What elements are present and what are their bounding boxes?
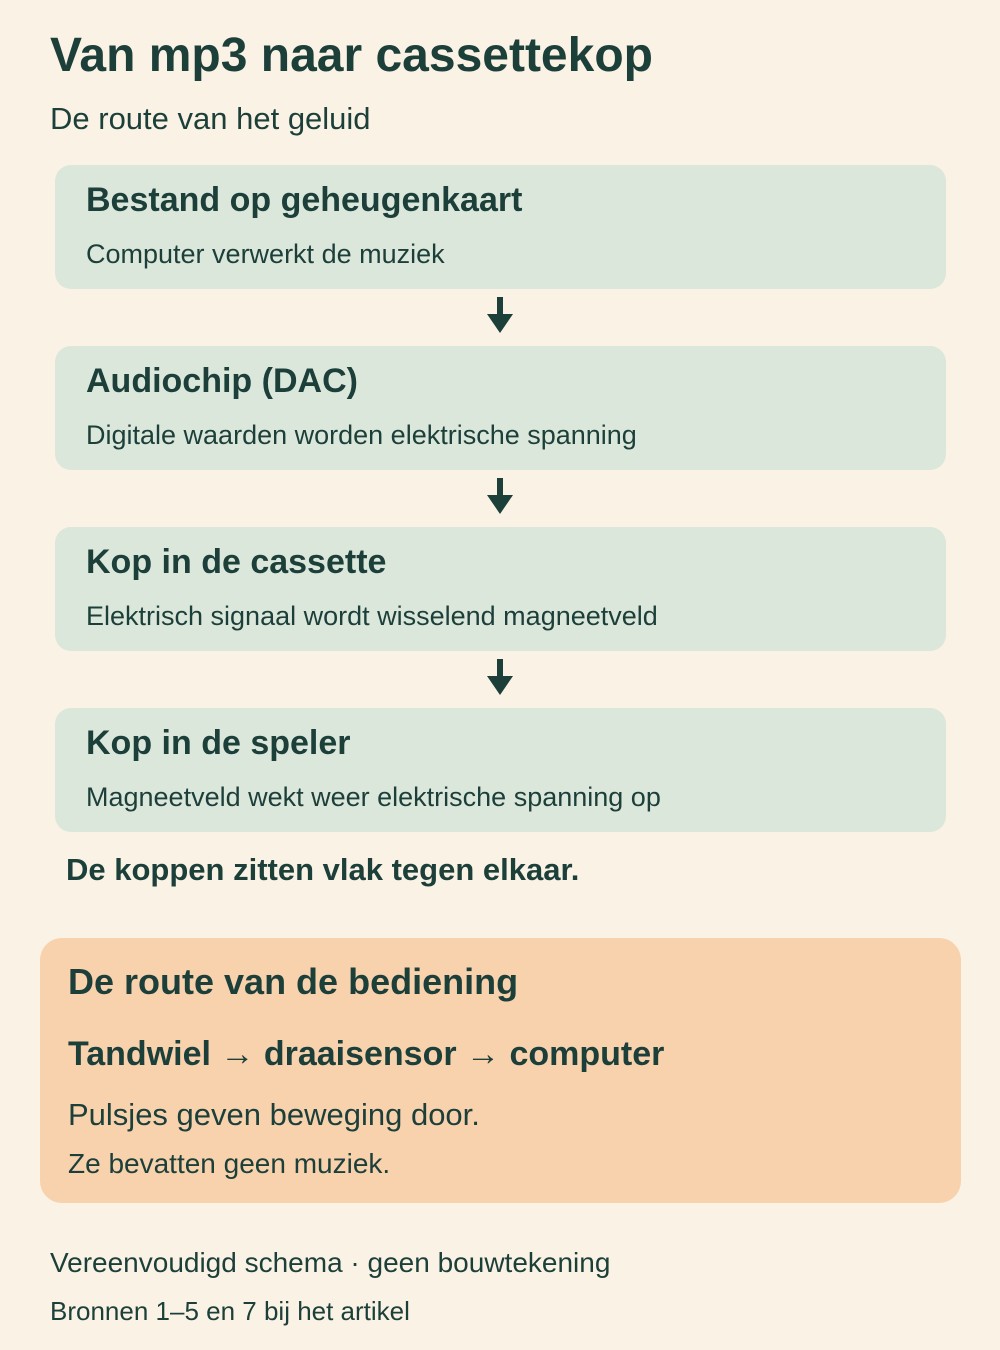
step-title: Kop in de cassette [86, 543, 387, 581]
control-route-text: Ze bevatten geen muziek. [68, 1148, 391, 1179]
control-route-box [40, 938, 961, 1203]
arrow-down-icon [486, 297, 514, 333]
flow-step-memory-card [55, 165, 946, 289]
control-route-chain: Tandwiel → draaisensor → computer [68, 1035, 665, 1073]
footer-sources: Bronnen 1–5 en 7 bij het artikel [50, 1296, 410, 1326]
step-description: Computer verwerkt de muziek [86, 239, 445, 269]
footer-disclaimer: Vereenvoudigd schema · geen bouwtekening [50, 1247, 611, 1278]
flow-step-player-head [55, 708, 946, 832]
step-description: Magneetveld wekt weer elektrische spanning op [86, 782, 661, 812]
flow-step-cassette-head [55, 527, 946, 651]
control-route-title: De route van de bediening [68, 961, 519, 1002]
step-title: Audiochip (DAC) [86, 362, 358, 400]
heads-note: De koppen zitten vlak tegen elkaar. [66, 852, 580, 887]
control-route-text: Pulsjes geven beweging door. [68, 1097, 480, 1132]
step-title: Kop in de speler [86, 724, 351, 762]
step-title: Bestand op geheugenkaart [86, 181, 523, 219]
flow-step-audio-chip [55, 346, 946, 470]
page-subtitle: De route van het geluid [50, 101, 371, 136]
step-description: Digitale waarden worden elektrische spanning [86, 420, 637, 450]
arrow-down-icon [486, 478, 514, 514]
page-title: Van mp3 naar cassettekop [50, 29, 653, 82]
step-description: Elektrisch signaal wordt wisselend magneetveld [86, 601, 658, 631]
arrow-down-icon [486, 659, 514, 695]
